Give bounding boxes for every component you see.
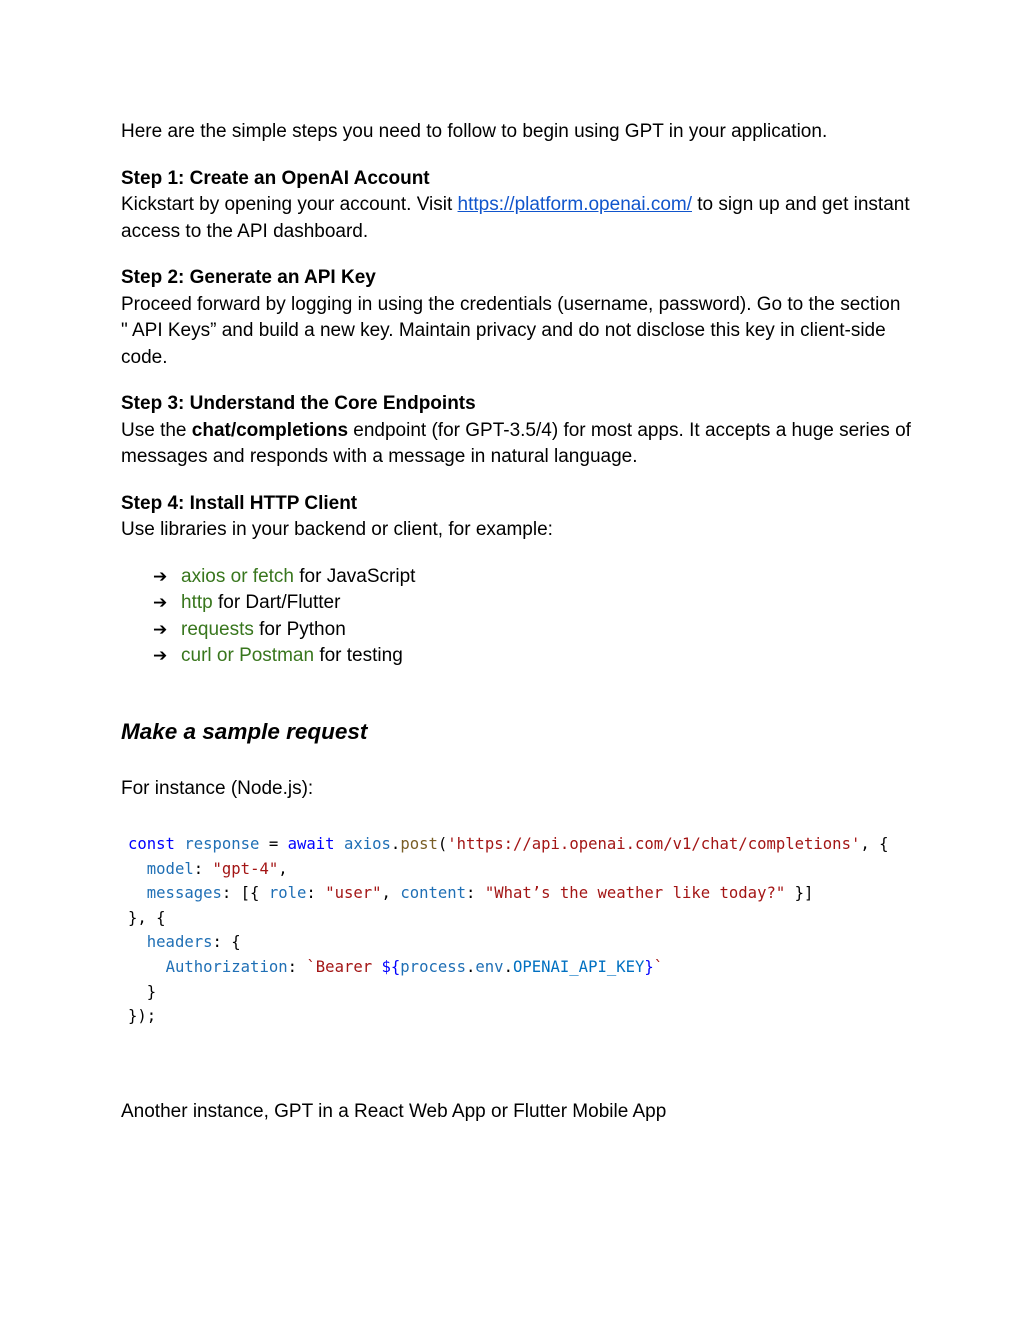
step-2 (121, 265, 911, 371)
list-item (153, 617, 911, 644)
library-name: requests (181, 618, 254, 640)
step-3-text-after: endpoint (for GPT-3.5/4) for most apps. It accepts a huge series of messages and responds with a message in natural language. (121, 419, 911, 467)
step-4-title: Step 4: Install HTTP Client (121, 492, 358, 514)
library-purpose: for testing (314, 645, 403, 666)
step-1 (121, 166, 911, 246)
endpoint-name: chat/completions (191, 419, 349, 441)
code-block (128, 832, 911, 1029)
step-1-body (121, 192, 911, 245)
library-purpose: for Dart/Flutter (212, 592, 341, 613)
code-line-7: } (128, 982, 157, 1001)
step-4 (121, 491, 911, 544)
library-name: axios or fetch (181, 565, 294, 587)
library-name: curl or Postman (181, 645, 315, 666)
right-arrow-icon: ➔ (153, 566, 168, 587)
library-purpose: for JavaScript (294, 565, 416, 587)
code-line-6: Authorization: `Bearer ${process.env.OPENAI_API_KEY}` (165, 957, 664, 976)
intro-paragraph: Here are the simple steps you need to follow to begin using GPT in your application. (121, 121, 828, 142)
code-line-2: model: "gpt-4", (146, 859, 288, 878)
code-line-4: }, { (128, 908, 166, 927)
list-item (153, 564, 911, 591)
library-name: http (181, 592, 213, 613)
step-2-body: Proceed forward by logging in using the credentials (username, password). Go to the section " API Keys” and build a new key. Maintain privacy and do not disclose this key in client-side code. (121, 293, 901, 368)
list-item (153, 643, 911, 670)
document-page (121, 119, 911, 1125)
right-arrow-icon: ➔ (153, 619, 168, 640)
step-3 (121, 391, 911, 471)
library-purpose: for Python (253, 618, 346, 640)
step-1-text-before: Kickstart by opening your account. Visit (121, 194, 458, 215)
code-line-3: messages: [{ role: "user", content: "What’s the weather like today?" }] (146, 884, 814, 903)
list-item (153, 590, 911, 617)
step-3-title: Step 3: Understand the Core Endpoints (121, 393, 476, 414)
step-1-title: Step 1: Create an OpenAI Account (121, 167, 430, 189)
step-2-title: Step 2: Generate an API Key (121, 267, 376, 288)
right-arrow-icon: ➔ (153, 646, 168, 666)
library-list (121, 564, 911, 670)
step-4-body: Use libraries in your backend or client, for example: (121, 519, 553, 540)
step-3-text-before: Use the (121, 419, 192, 441)
section-heading: Make a sample request (121, 718, 368, 744)
code-line-8: }); (128, 1007, 157, 1026)
code-line-1: const response = await axios.post('https://api.openai.com/v1/chat/completions', { (128, 835, 889, 853)
right-arrow-icon: ➔ (153, 593, 168, 613)
code-line-5: headers: { (146, 933, 241, 952)
step-3-body (121, 418, 911, 471)
outro-paragraph: Another instance, GPT in a React Web App or Flutter Mobile App (121, 1100, 667, 1122)
openai-platform-link[interactable]: https://platform.openai.com/ (457, 194, 692, 215)
step-1-text-after: to sign up and get instant access to the API dashboard. (121, 194, 910, 242)
instance-label: For instance (Node.js): (121, 777, 314, 799)
